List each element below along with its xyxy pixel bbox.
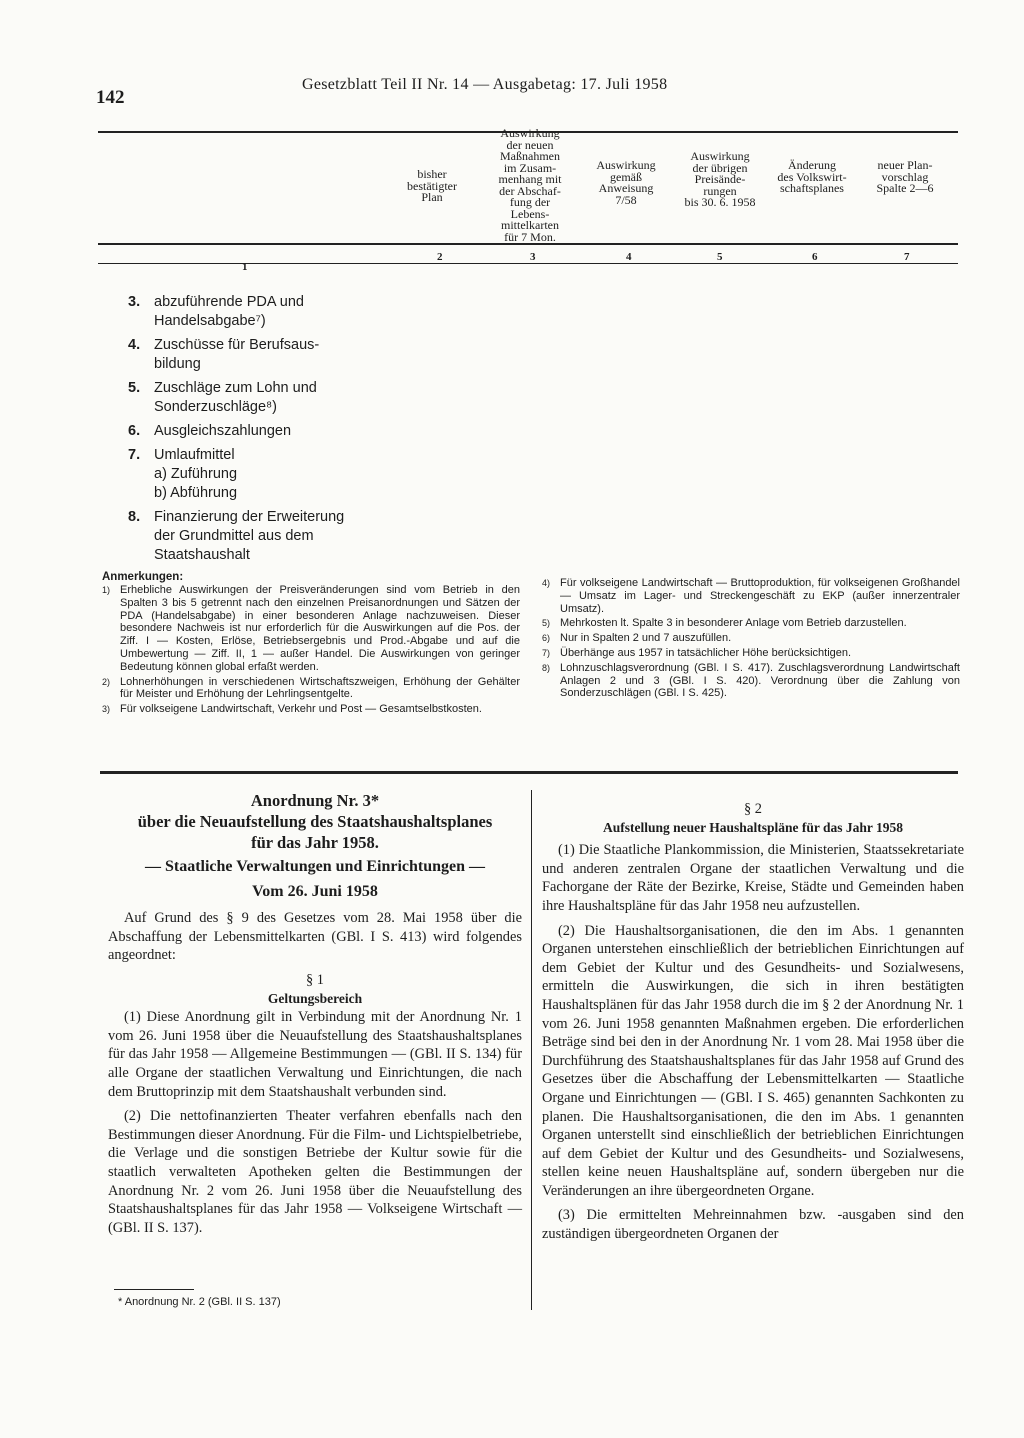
- table-row: [128, 508, 388, 565]
- footnote-text: Lohnzuschlagsverordnung (GBl. I S. 417). Zuschlagsverordnung Landwirtschaft Anlagen 2 und 3 (GBl. I S. 420). Verordnung über die Zahlung von Sonderzuschlägen (GBl. I S. 425).: [560, 661, 960, 700]
- table-column-header-line: Auswirkung: [596, 158, 656, 172]
- table-column-number: 3: [530, 251, 536, 263]
- section-2-paragraph-1: (1) Die Staatliche Plankommission, die Ministerien, Staatssekretariate und anderen zentralen Organe der staatlichen Verwaltung und die Fachorgane der Räte der Bezirke, Kreise, Städte und Gemeinden haben ihre Haushaltspläne für das Jahr 1958 neu aufzustellen.: [542, 842, 964, 914]
- table-column-header-line: Lebens-: [510, 206, 550, 221]
- footnote-item: [102, 584, 520, 674]
- footnote-text: Für volkseigene Landwirtschaft — Bruttoproduktion, für volkseigenen Großhandel — Umsatz im Lager- und Streckengeschäft zu EKP (außer innerzentraler Umsatz).: [560, 577, 960, 615]
- notes-title: Anmerkungen:: [102, 571, 184, 583]
- table-column-header-line: fung der: [509, 195, 551, 209]
- table-row-label: Sonderzuschläge⁸): [154, 399, 277, 415]
- footnote-text: Erhebliche Auswirkungen der Preisveränderungen sind vom Betrieb in den Spalten 3 bis 5 getrennt nach den einzelnen Preisanordnungen und Sätzen der PDA (Handelsabgabe) in einer besonderen Anlage nachzuweisen. Dieser besondere Nachweis ist nur erforderlich für die Auswirkungen auf die Pos. der Ziff. I — Kosten, Erlöse, Betriebsergebnis und Prod.-Abgabe und auf die Umbewertung — Ziff. II, 1 — außer Handel. Die Auswirkungen von geringer Bedeutung können global erfaßt werden.: [120, 584, 520, 673]
- footnote-key: 5): [542, 618, 551, 629]
- table-row-label: Ausgleichszahlungen: [154, 423, 292, 439]
- table-row-number: 6.: [128, 423, 141, 439]
- table-column-header-line: gemäß: [610, 169, 642, 184]
- page-number: 142: [96, 87, 125, 108]
- preamble: Auf Grund des § 9 des Gesetzes vom 28. Mai 1958 über die Abschaffung der Lebensmittelkarten (GBl. I S. 413) wird folgendes angeordnet:: [108, 910, 522, 964]
- table-column-header-line: der Abschaf-: [499, 183, 561, 198]
- footnote-text: Überhänge aus 1957 in tatsächlicher Höhe berücksichtigen.: [560, 646, 852, 659]
- footnote-key: 8): [542, 662, 551, 673]
- notes-right: [542, 577, 960, 702]
- table-row: [128, 379, 388, 417]
- table-column-header: [857, 160, 953, 195]
- section-2-title: Aufstellung neuer Haushaltspläne für das Jahr 1958: [602, 819, 904, 835]
- footnote-item: [542, 577, 960, 615]
- footnote: * Anordnung Nr. 2 (GBl. II S. 137): [118, 1296, 281, 1308]
- section-2-paragraph-3: (3) Die ermittelten Mehreinnahmen bzw. -ausgaben sind den zuständigen übergeordneten Organen der: [542, 1207, 964, 1243]
- table-column-header: [764, 160, 860, 195]
- table-column-header-line: der neuen: [506, 137, 554, 152]
- table-column-header-line: neuer Plan-: [877, 158, 933, 172]
- footnote-item: [542, 632, 960, 645]
- table-column-header-line: Maßnahmen: [500, 149, 560, 163]
- table-column-header: [384, 169, 480, 204]
- section-2-paragraph-2: (2) Die Haushaltsorganisationen, die den im Abs. 1 genannten Organen unterstehen einschließlich der betrieblichen Einrichtungen auf dem Gebiet der Kultur und des Gesundheits- und Sozialwesens, ermitteln die Auswirkungen, die sich in ihren bestätigten Haushaltsplänen für das Jahr 1958 durch die im § 2 der Anordnung Nr. 1 vom 26. Juni 1958 genannten Maßnahmen ergeben. Die erforderlichen Beträge sind bei den in der Anordnung Nr. 1 vom 28. Mai 1958 über die Durchführung des Staatshaushaltsplanes für das Jahr 1958 auf Grund des Gesetzes über die Abschaffung der Lebensmittelkarten — Staatliche Organe und Einrichtungen — (GBl. I S. 465) genannten Sachkonten zu planen. Die Haushaltsorganisationen, die den im Abs. 1 genannten Organen unterstellt sind einschließlich der betrieblichen Einrichtungen auf dem Gebiet der Kultur und des Gesundheits- und Sozialwesens, stellen keine neuen Haushaltspläne auf, sondern übergeben nur die Veränderungen an ihre übergeordneten Organe.: [542, 922, 964, 1199]
- table-column-header-line: Spalte 2—6: [876, 181, 934, 195]
- footnote-key: 6): [542, 633, 551, 644]
- table-row-label: der Grundmittel aus dem: [154, 528, 314, 544]
- footnote-text: Nur in Spalten 2 und 7 auszufüllen.: [560, 632, 732, 645]
- table-row-label: Staatshaushalt: [154, 547, 250, 563]
- table-column-number: 2: [437, 251, 443, 263]
- section-1-paragraph-1: (1) Diese Anordnung gilt in Verbindung mit der Anordnung Nr. 1 vom 26. Juni 1958 über die Neuaufstellung des Staatshaushaltsplanes für das Jahr 1958 — Allgemeine Bestimmungen — (GBl. II S. 134) für alle Organe der staatlichen Verwaltung und Einrichtungen, die nach dem Bruttoprinzip mit dem Staatshaushalt verbunden sind.: [108, 1009, 522, 1100]
- table-column-header: [578, 160, 674, 206]
- table-column-number: 5: [717, 251, 723, 263]
- table-number-rule: [98, 263, 958, 264]
- ordinance-right-column: [542, 800, 964, 1250]
- table-column-header: [672, 151, 768, 209]
- footnote-item: [542, 647, 960, 660]
- table-row-label: Zuschüsse für Berufsaus-: [154, 337, 320, 353]
- column-divider: [531, 790, 532, 1310]
- running-head: Gesetzblatt Teil II Nr. 14 — Ausgabetag: 17. Juli 1958: [302, 76, 668, 93]
- table-row: [128, 293, 388, 331]
- table-column-header-line: für 7 Mon.: [504, 229, 556, 244]
- table-column-header-line: des Volkswirt-: [777, 169, 847, 184]
- table-column-number: 6: [812, 251, 818, 263]
- table-column-number: 4: [626, 251, 632, 263]
- ordinance-title: [108, 790, 522, 853]
- table-column-header-line: Plan: [421, 190, 443, 204]
- table-row-number: 8.: [128, 509, 141, 525]
- table-column-header-line: 7/58: [615, 192, 637, 207]
- table-row-label: Umlaufmittel: [154, 447, 235, 463]
- table-column-header-line: im Zusam-: [503, 160, 557, 175]
- notes-left: [102, 584, 520, 718]
- ordinance-date: Vom 26. Juni 1958: [252, 882, 378, 900]
- table-column-header-line: mittelkarten: [501, 218, 559, 232]
- table-row-label: bildung: [154, 356, 201, 372]
- table-row-sublabel: b) Abführung: [154, 485, 238, 501]
- table-rows: [128, 293, 388, 570]
- table-column-header-line: Auswirkung: [690, 149, 750, 163]
- table-row-number: 4.: [128, 337, 141, 353]
- footnote-key: 4): [542, 578, 551, 588]
- footnote-text: Mehrkosten lt. Spalte 3 in besonderer Anlage vom Betrieb darzustellen.: [560, 617, 907, 630]
- table-column-header-line: menhang mit: [498, 172, 562, 186]
- section-rule: [100, 771, 958, 774]
- ordinance-title-line-3: für das Jahr 1958.: [251, 833, 379, 852]
- table-row-label: Finanzierung der Erweiterung: [154, 509, 345, 525]
- table-row: [128, 446, 388, 503]
- table-column-header-line: bis 30. 6. 1958: [684, 195, 756, 209]
- footnote-key: 7): [542, 647, 551, 658]
- footnote-key: 1): [102, 585, 111, 595]
- footnote-key: 3): [102, 704, 111, 715]
- table-column-header-line: der übrigen: [692, 160, 748, 175]
- ordinance-title-line-2: über die Neuaufstellung des Staatshaushaltsplanes: [137, 812, 493, 831]
- table-row-label: abzuführende PDA und: [154, 294, 304, 310]
- footnote-key: 2): [102, 676, 111, 687]
- section-1-number: § 1: [306, 971, 324, 988]
- table-column-header-line: vorschlag: [881, 169, 929, 184]
- section-1-title: Geltungsbereich: [267, 990, 363, 1006]
- table-column-header-line: Anweisung: [598, 181, 654, 195]
- table-column-header: [482, 128, 578, 243]
- section-2-number: § 2: [744, 801, 762, 817]
- table-column-number: 1: [242, 261, 248, 273]
- footnote-text: Lohnerhöhungen in verschiedenen Wirtschaftszweigen, Erhöhung der Gehälter für Meister und Erhöhung der Lehrlingsentgelte.: [120, 675, 520, 701]
- footnote-item: [542, 662, 960, 700]
- section-1-paragraph-2: (2) Die nettofinanzierten Theater verfahren ebenfalls nach den Bestimmungen dieser Anordnung. Für die Film- und Lichtspielbetriebe, die Verlage und die sonstigen Betriebe der Kultur sowie für die staatlich verwalteten Apotheken gelten die Bestimmungen der Anordnung Nr. 2 vom 26. Juni 1958 über die Neuaufstellung des Staatshaushaltsplanes für das Jahr 1958 — Volkseigene Wirtschaft — (GBl. II S. 137).: [108, 1108, 522, 1236]
- table-row-number: 3.: [128, 294, 141, 310]
- footnote-text: Für volkseigene Landwirtschaft, Verkehr und Post — Gesamtselbstkosten.: [120, 703, 482, 716]
- table-column-header-line: Änderung: [788, 158, 836, 172]
- ordinance-left-column: [108, 790, 522, 1243]
- table-column-header-line: Auswirkung: [500, 126, 560, 140]
- table-row-number: 7.: [128, 447, 141, 463]
- table-row-label: Zuschläge zum Lohn und: [154, 380, 317, 396]
- table-row-number: 5.: [128, 380, 141, 396]
- footnote-rule: [114, 1289, 194, 1290]
- ordinance-subtitle: — Staatliche Verwaltungen und Einrichtungen —: [144, 858, 486, 875]
- table-column-header-line: bestätigter: [407, 178, 457, 193]
- table-row: [128, 336, 388, 374]
- footnote-item: [102, 676, 520, 702]
- table-column-number: 7: [904, 251, 910, 263]
- table-row-label: Handelsabgabe⁷): [154, 313, 266, 329]
- table-column-header-line: Preisände-: [694, 172, 746, 186]
- ordinance-title-line-1: Anordnung Nr. 3*: [250, 791, 380, 810]
- table-row-sublabel: a) Zuführung: [154, 466, 238, 482]
- footnote-item: [542, 617, 960, 630]
- table-row: [128, 422, 388, 441]
- table-column-header-line: rungen: [703, 183, 737, 198]
- table-column-header-line: schaftsplanes: [780, 181, 844, 195]
- table-column-header-line: bisher: [417, 167, 447, 181]
- footnote-item: [102, 703, 520, 716]
